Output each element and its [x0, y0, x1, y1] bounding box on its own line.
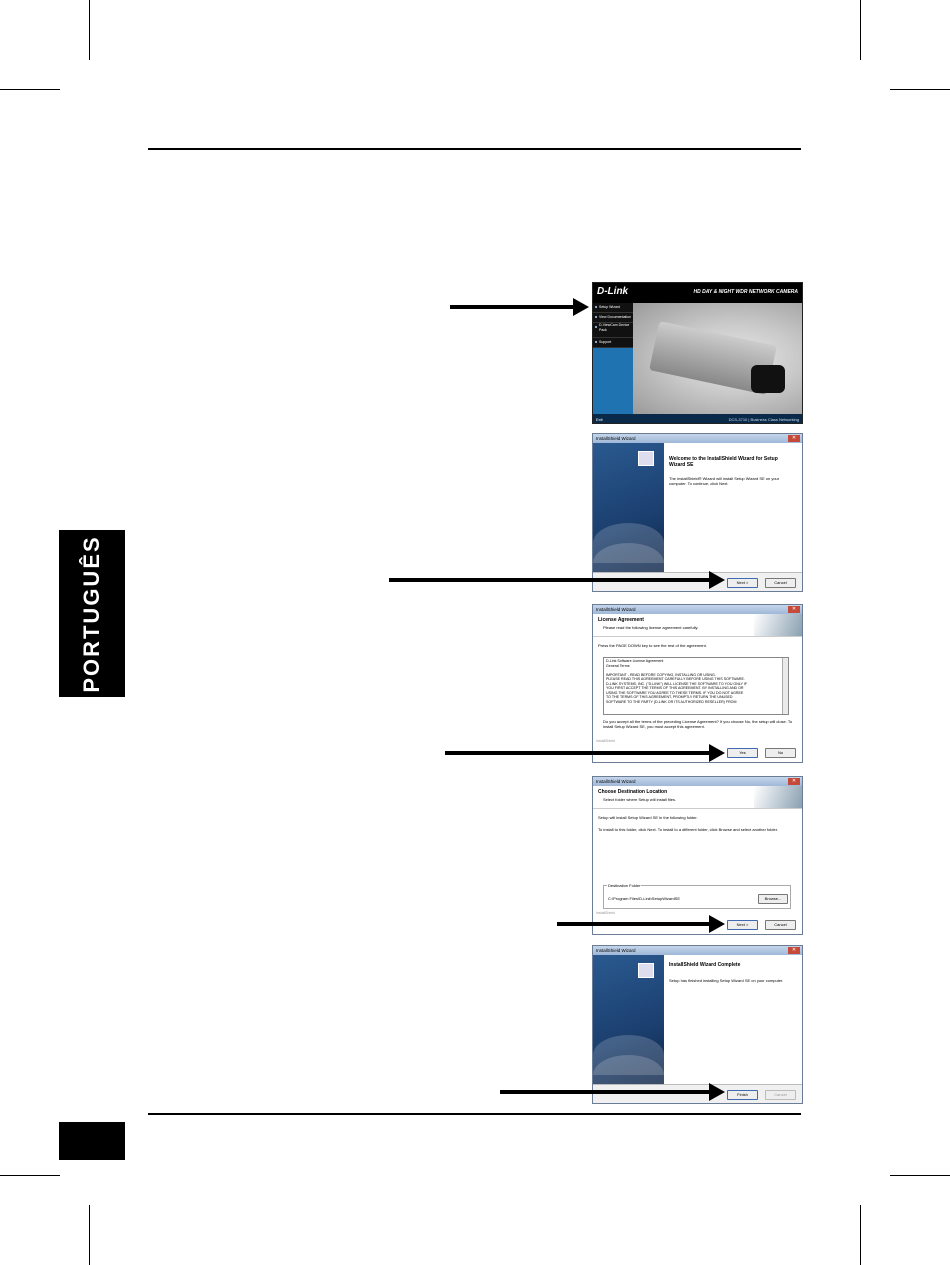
- close-icon[interactable]: ✕: [788, 606, 800, 613]
- close-icon[interactable]: ✕: [788, 778, 800, 785]
- wizard-side-art: [593, 443, 664, 572]
- destination-line1: Setup will install Setup Wizard SE in the following folder.: [598, 815, 698, 820]
- destination-folder-path: C:\Program Files\D-Link\SetupWizardSE: [608, 896, 681, 901]
- page-number-block: [59, 1122, 125, 1160]
- window-title: InstallShield Wizard: [596, 436, 636, 441]
- exit-link[interactable]: Exit: [596, 417, 603, 422]
- menu-setup-wizard[interactable]: Setup Wizard: [593, 303, 633, 313]
- browse-button[interactable]: Browse...: [758, 894, 788, 904]
- destination-window: [592, 776, 803, 935]
- complete-body: Setup has finished installing Setup Wizard SE on your computer.: [669, 978, 784, 983]
- window-title-bar: [593, 777, 802, 786]
- wizard-side-art: [593, 955, 664, 1084]
- menu-view-documentation[interactable]: View Documentation: [593, 313, 633, 323]
- installer-icon: [638, 451, 654, 466]
- window-title-bar: [593, 605, 802, 614]
- header-art: [754, 786, 802, 808]
- crop-mark: [0, 1175, 60, 1176]
- window-title: InstallShield Wizard: [596, 779, 636, 784]
- arrow-setup-wizard: [450, 305, 575, 309]
- next-button[interactable]: Next >: [727, 578, 758, 588]
- header-band: [593, 786, 802, 809]
- autorun-menu: [593, 303, 633, 348]
- destination-folder-label: Destination Folder: [608, 883, 641, 888]
- language-label: PORTUGUÊS: [79, 534, 104, 693]
- product-name: HD DAY & NIGHT WDR NETWORK CAMERA: [693, 289, 798, 295]
- top-rule: [148, 148, 801, 150]
- arrow-finish: [500, 1090, 711, 1094]
- license-instruction: Press the PAGE DOWN key to see the rest of the agreement.: [598, 643, 707, 648]
- destination-line2: To install to this folder, click Next. To install to a different folder, click Browse and select another folder.: [598, 827, 778, 832]
- license-text-box[interactable]: [603, 657, 789, 715]
- window-title: InstallShield Wizard: [596, 948, 636, 953]
- destination-heading: Choose Destination Location: [598, 789, 668, 795]
- next-button[interactable]: Next >: [727, 920, 758, 930]
- language-tab: [59, 530, 125, 697]
- destination-folder-group: [603, 885, 791, 909]
- installer-icon: [638, 963, 654, 978]
- arrow-next: [389, 578, 711, 582]
- window-title: InstallShield Wizard: [596, 607, 636, 612]
- autorun-screen: [592, 282, 803, 424]
- cancel-button: Cancel: [765, 1090, 796, 1100]
- complete-heading: InstallShield Wizard Complete: [669, 962, 741, 968]
- menu-dviewcam[interactable]: D-ViewCam Device Pack: [593, 323, 633, 338]
- cancel-button[interactable]: Cancel: [765, 920, 796, 930]
- welcome-body: The InstallShield® Wizard will install Setup Wizard SE on your computer. To continue, click Next.: [669, 476, 780, 486]
- crop-mark: [89, 0, 90, 60]
- license-heading: License Agreement: [598, 617, 644, 623]
- crop-mark: [890, 1175, 950, 1176]
- no-button[interactable]: No: [765, 748, 796, 758]
- welcome-heading: Welcome to the InstallShield Wizard for Setup Wizard SE: [669, 456, 778, 468]
- crop-mark: [89, 1205, 90, 1265]
- welcome-window: [592, 433, 803, 592]
- license-subheading: Please read the following license agreement carefully.: [603, 625, 699, 630]
- header-art: [754, 614, 802, 636]
- destination-subheading: Select folder where Setup will install files.: [603, 797, 677, 802]
- crop-mark: [860, 1205, 861, 1265]
- menu-support[interactable]: Support: [593, 338, 633, 348]
- autorun-header: [593, 283, 802, 303]
- arrow-yes: [445, 751, 711, 755]
- dlink-logo: D-Link: [597, 286, 629, 297]
- camera-lens: [751, 365, 785, 393]
- crop-mark: [860, 0, 861, 60]
- license-question: Do you accept all the terms of the preceding License Agreement? If you choose No, the setup will close. To install Setup Wizard SE, you must accept this agreement.: [603, 719, 793, 729]
- cancel-button[interactable]: Cancel: [765, 578, 796, 588]
- model-label: DCS-3710 | Business Class Networking: [728, 417, 799, 422]
- autorun-footer: [593, 414, 802, 423]
- close-icon[interactable]: ✕: [788, 947, 800, 954]
- window-title-bar: [593, 946, 802, 955]
- complete-window: [592, 945, 803, 1104]
- yes-button[interactable]: Yes: [727, 748, 758, 758]
- bottom-rule: [148, 1113, 801, 1115]
- license-window: [592, 604, 803, 763]
- license-text: D-Link Software License Agreement General Terms IMPORTANT - READ BEFORE COPYING, INSTALLING OR USING. PLEASE READ THIS AGREEMENT CAREFULLY BEFORE USING THIS SOFTWARE. D-LINK SYSTEMS, INC. ("D-LINK") WILL LICENSE THE SOFTWARE TO YOU ONLY IF YOU FIRST ACCEPT THE TERMS OF THIS AGREEMENT. BY INSTALLING AND OR USING THE SOFTWARE YOU AGREE TO THESE TERMS. IF YOU DO NOT AGREE TO THE TERMS OF THIS AGREEMENT, PROMPTLY RETURN THE UNUSED SOFTWARE TO THE PARTY (D-LINK OR ITS AUTHORIZED RESELLER) FROM: [606, 659, 748, 704]
- installshield-label: InstallShield: [596, 739, 615, 743]
- scrollbar[interactable]: [782, 658, 788, 714]
- finish-button[interactable]: Finish: [727, 1090, 758, 1100]
- camera-photo: [633, 303, 802, 414]
- crop-mark: [890, 89, 950, 90]
- window-title-bar: [593, 434, 802, 443]
- arrow-next-destination: [557, 922, 711, 926]
- installshield-label: InstallShield: [596, 911, 615, 915]
- close-icon[interactable]: ✕: [788, 435, 800, 442]
- crop-mark: [0, 89, 60, 90]
- header-band: [593, 614, 802, 637]
